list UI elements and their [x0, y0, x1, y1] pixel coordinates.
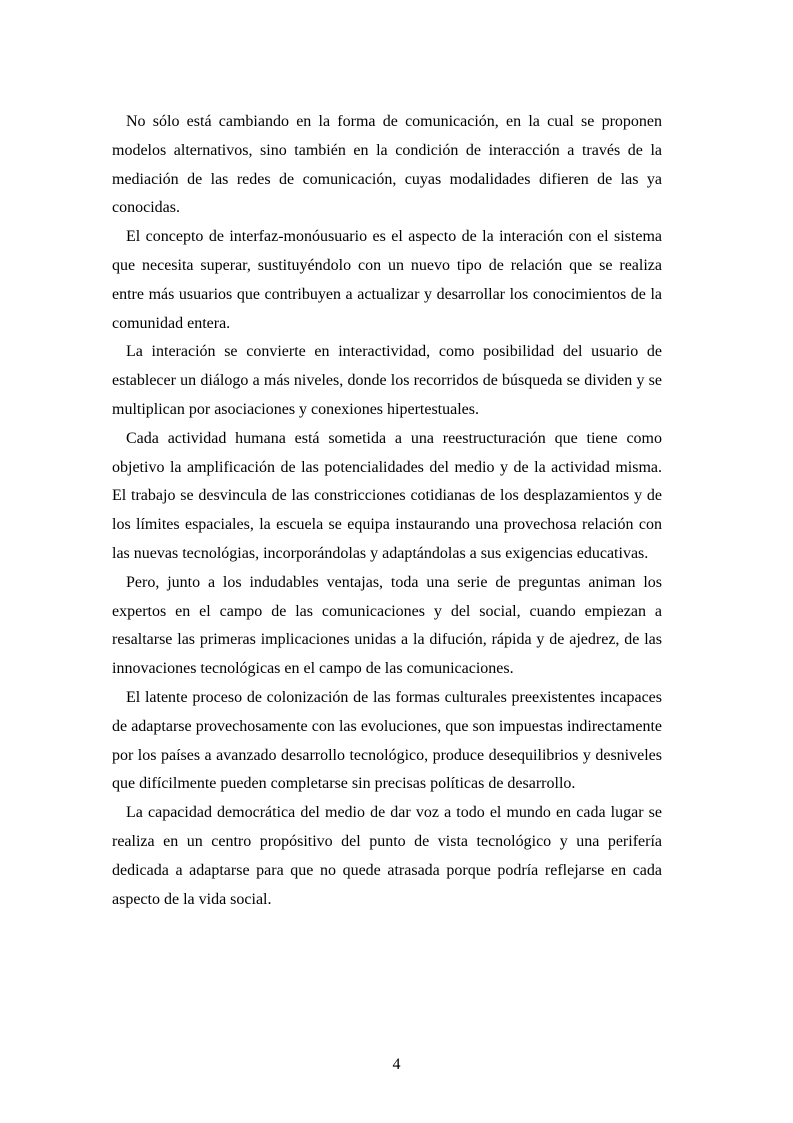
- paragraph-1: No sólo está cambiando en la forma de comunicación, en la cual se proponen modelos alternativos, sino también en la condición de interacción a través de la mediación de las redes de comunicación, cuyas modalidades difieren de las ya conocidas.: [112, 113, 662, 217]
- paragraph-2: El concepto de interfaz-monóusuario es el aspecto de la interación con el sistema que necesita superar, sustituyéndolo con un nuevo tipo de relación que se realiza entre más usuarios que contribuyen a actualizar y desarrollar los conocimientos de la comunidad entera.: [112, 228, 662, 332]
- page-body: [112, 108, 662, 914]
- page-number: 4: [392, 1056, 401, 1073]
- paragraph-7: La capacidad democrática del medio de dar voz a todo el mundo en cada lugar se realiza en un centro propósitivo del punto de vista tecnológico y una perifería dedicada a adaptarse para que no quede atrasada porque podría reflejarse en cada aspecto de la vida social.: [112, 804, 662, 908]
- paragraph-5: Pero, junto a los indudables ventajas, toda una serie de preguntas animan los expertos en el campo de las comunicaciones y del social, cuando empiezan a resaltarse las primeras implicaciones unidas a la difución, rápida y de ajedrez, de las innovaciones tecnológicas en el campo de las comunicaciones.: [112, 573, 662, 678]
- paragraph-3: La interación se convierte en interactividad, como posibilidad del usuario de establecer un diálogo a más niveles, donde los recorridos de búsqueda se dividen y se multiplican por asociaciones y conexiones hipertestuales.: [112, 343, 662, 418]
- paragraph-6: El latente proceso de colonización de las formas culturales preexistentes incapaces de adaptarse provechosamente con las evoluciones, que son impuestas indirectamente por los países a avanzado desarrollo tecnológico, produce desequilibrios y desniveles que difícilmente pueden completarse sin precisas políticas de desarrollo.: [112, 688, 662, 793]
- paragraph-4: Cada actividad humana está sometida a una reestructuración que tiene como objetivo la amplificación de las potencialidades del medio y de la actividad misma. El trabajo se desvincula de las constricciones cotidianas de los desplazamientos y de los límites espaciales, la escuela se equipa instaurando una provechosa relación con las nuevas tecnológias, incorporándolas y adaptándolas a sus exigencias educativas.: [112, 429, 662, 562]
